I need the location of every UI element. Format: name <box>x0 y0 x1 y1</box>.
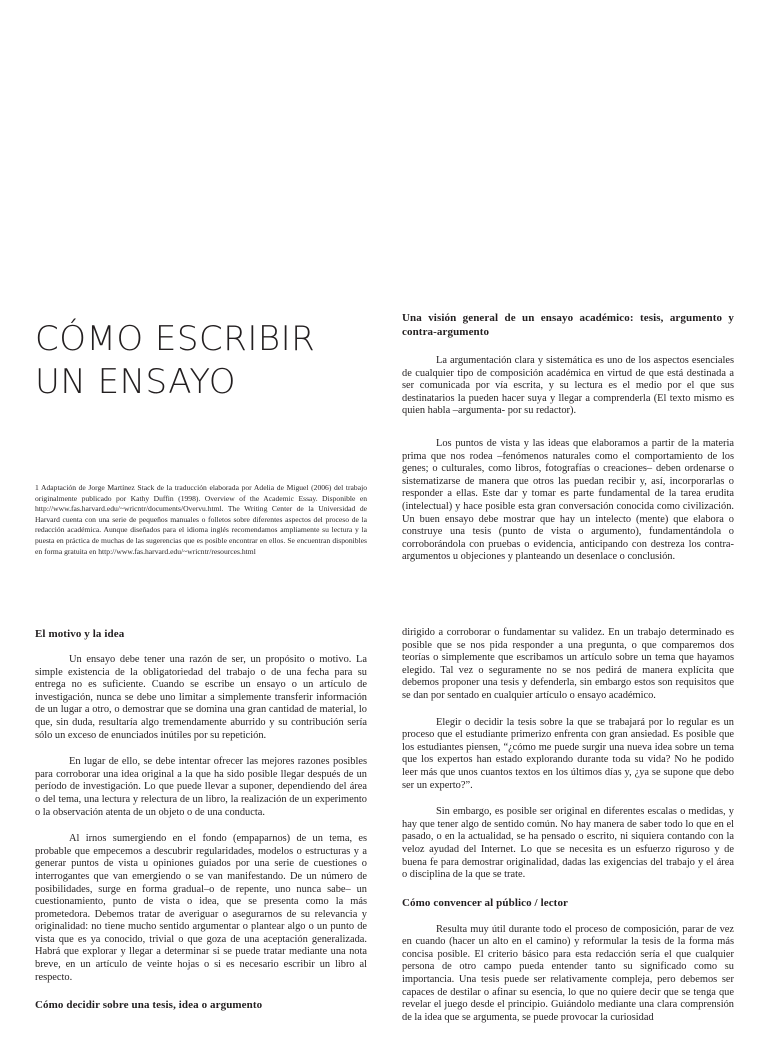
thesis-paragraph-2: Elegir o decidir la tesis sobre la que se trabajará por lo regular es un proceso que el estudiante primerizo enfrenta con gran ansiedad. Es posible que los estudiantes piensen, “¿cómo me puede surgir una nueva idea sobre un tema que los expertos han estado explorando durante toda su vida? No he podido leer más que unos cuantos textos en los últimos días y, ¿ya se supone que debo ser un experto?”. <box>402 716 734 791</box>
page-title <box>35 318 365 404</box>
title-line-1: CÓMO ESCRIBIR <box>35 319 316 359</box>
thesis-paragraph-continued: dirigido a corroborar o fundamentar su validez. En un trabajo determinado es posible que se nos pida responder a una pregunta, o que comparemos dos teorías o simplemente que escribamos un artículo sobre un tema que hayamos elegido. Tal vez o seguramente no se nos pedirá de manera explícita que debemos proponer una tesis y defenderla, sin embargo estos son requisitos que se dan por sentado en cualquier artículo o ensayo académico. <box>402 627 734 701</box>
overview-paragraph-2: Los puntos de vista y las ideas que elaboramos a partir de la materia prima que nos rodea –fenómenos naturales como el comportamiento de los genes; o culturales, como libros, fotografías o creaciones– deben ordenarse o sistematizarse de manera que otros las puedan recibir y, así, incorporarlas o responder a ellas. Este dar y tomar es parte fundamental de la tarea erudita (intelectual) y hace posible esta gran conversación conocida como civilización. Un buen ensayo debe mostrar que hay un intelecto (mente) que elabora o construye una tesis (punto de vista o argumento), fundamentándola o corroborándola con pruebas o evidencia, anticipando con destreza los contra-argumentos u objeciones y planteando un desenlace o conclusión. <box>402 437 734 563</box>
left-column <box>35 627 367 1025</box>
thesis-heading: Cómo decidir sobre una tesis, idea o argumento <box>35 999 263 1012</box>
motive-heading: El motivo y la idea <box>35 628 125 640</box>
thesis-paragraph-3: Sin embargo, es posible ser original en diferentes escalas o medidas, y hay que tener algo de sentido común. No hay manera de saber todo lo que en el pasado, o en la actualidad, se ha pensado o escrito, ni siquiera contando con la veloz ayudad del Internet. Lo que se necesita es un esfuerzo riguroso y de buena fe para demostrar originalidad, dadas las exigencias del trabajo y el área o disciplina de la que se trate. <box>402 806 734 881</box>
motive-paragraph-2: En lugar de ello, se debe intentar ofrecer las mejores razones posibles para corroborar una idea original a la que ha sido posible llegar después de un período de investigación. Lo que puede llevar a suponer, dependiendo del área o del tema, una lectura y relectura de un libro, la realización de un experimento o la observación atenta de un objeto o de una conducta. <box>35 756 367 818</box>
audience-heading: Cómo convencer al público / lector <box>402 896 569 909</box>
overview-paragraph-1: La argumentación clara y sistemática es uno de los aspectos esenciales de cualquier tipo de composición académica en virtud de que está destinada a ser comunicada por vía escrita, y su lectura es el medio por el que sus destinatarios la pueden hacer suya y llegar a comprenderla (El texto mismo es quien habla –argumenta- por su redactor). <box>402 355 734 417</box>
right-column <box>402 627 734 1038</box>
title-line-2: UN ENSAYO <box>35 362 237 402</box>
audience-paragraph-1: Resulta muy útil durante todo el proceso de composición, parar de vez en cuando (hacer un alto en el camino) y reformular la tesis de la forma más concisa posible. El criterio básico para esta redacción sería el que cualquier persona de otro campo pueda entender tanto su significado como su importancia. Una tesis puede ser relativamente compleja, pero debemos ser capaces de destilar o afinar su esencia, lo que no quiere decir que se tenga que revelar el juego desde el principio. Guiándolo mediante una clara comprensión de la idea que se argumenta, se puede provocar la curiosidad <box>402 923 734 1023</box>
motive-paragraph-1: Un ensayo debe tener una razón de ser, un propósito o motivo. La simple existencia de la obligatoriedad del trabajo o de una fecha para su entrega no es suficiente. Cuando se escribe un ensayo o un artículo de investigación, nunca se debe uno limitar a simplemente transferir información de un lugar a otro, o demostrar que se domina una gran cantidad de material, lo que, sin duda, resultaría algo tremendamente aburrido y su contribución sería sólo un exceso de enunciados inútiles por su repetición. <box>35 654 367 741</box>
overview-heading: Una visión general de un ensayo académico: tesis, argumento y contra-argumento <box>402 312 734 338</box>
motive-paragraph-3: Al irnos sumergiendo en el fondo (empaparnos) de un tema, es probable que empecemos a descubrir regularidades, modelos o estructuras y a generar puntos de vista u opiniones guiados por una serie de cuestiones o interrogantes que van emergiendo o se van manifestando. De un número de posibilidades, surge en forma gradual–o de repente, uno nunca sabe– un cuestionamiento, punto de vista o idea, que se presenta como la más prometedora. Debemos tratar de averiguar o asegurarnos de su relevancia y originalidad: no tiene mucho sentido argumentar o plantear algo o un punto de vista que es ya conocido, trivial o que goza de una aceptación generalizada. Habrá que explorar y llegar a determinar si se puede tratar mediante una nota breve, en un artículo de veinte hojas o si es necesario escribir un libro al respecto. <box>35 833 367 983</box>
footnote: 1 Adaptación de Jorge Martínez Stack de la traducción elaborada por Adelia de Miguel (2006) del trabajo originalmente publicado por Kathy Duffin (1998). Overview of the Academic Essay. Disponible en http://www.fas.harvard.edu/~wricntr/documents/Overvu.html. The Writing Center de la Universidad de Harvard cuenta con una serie de pequeños manuales o folletos sobre diferentes aspectos del proceso de la redacción académica. Aunque diseñados para el idioma inglés recomendamos ampliamente su lectura y la puesta en práctica de muchas de las sugerencias que es posible encontrar en ellos. Se encuentran disponibles en forma gratuita en http://www.fas.harvard.edu/~wricntr/resources.html <box>35 483 367 556</box>
overview-section <box>402 311 734 584</box>
